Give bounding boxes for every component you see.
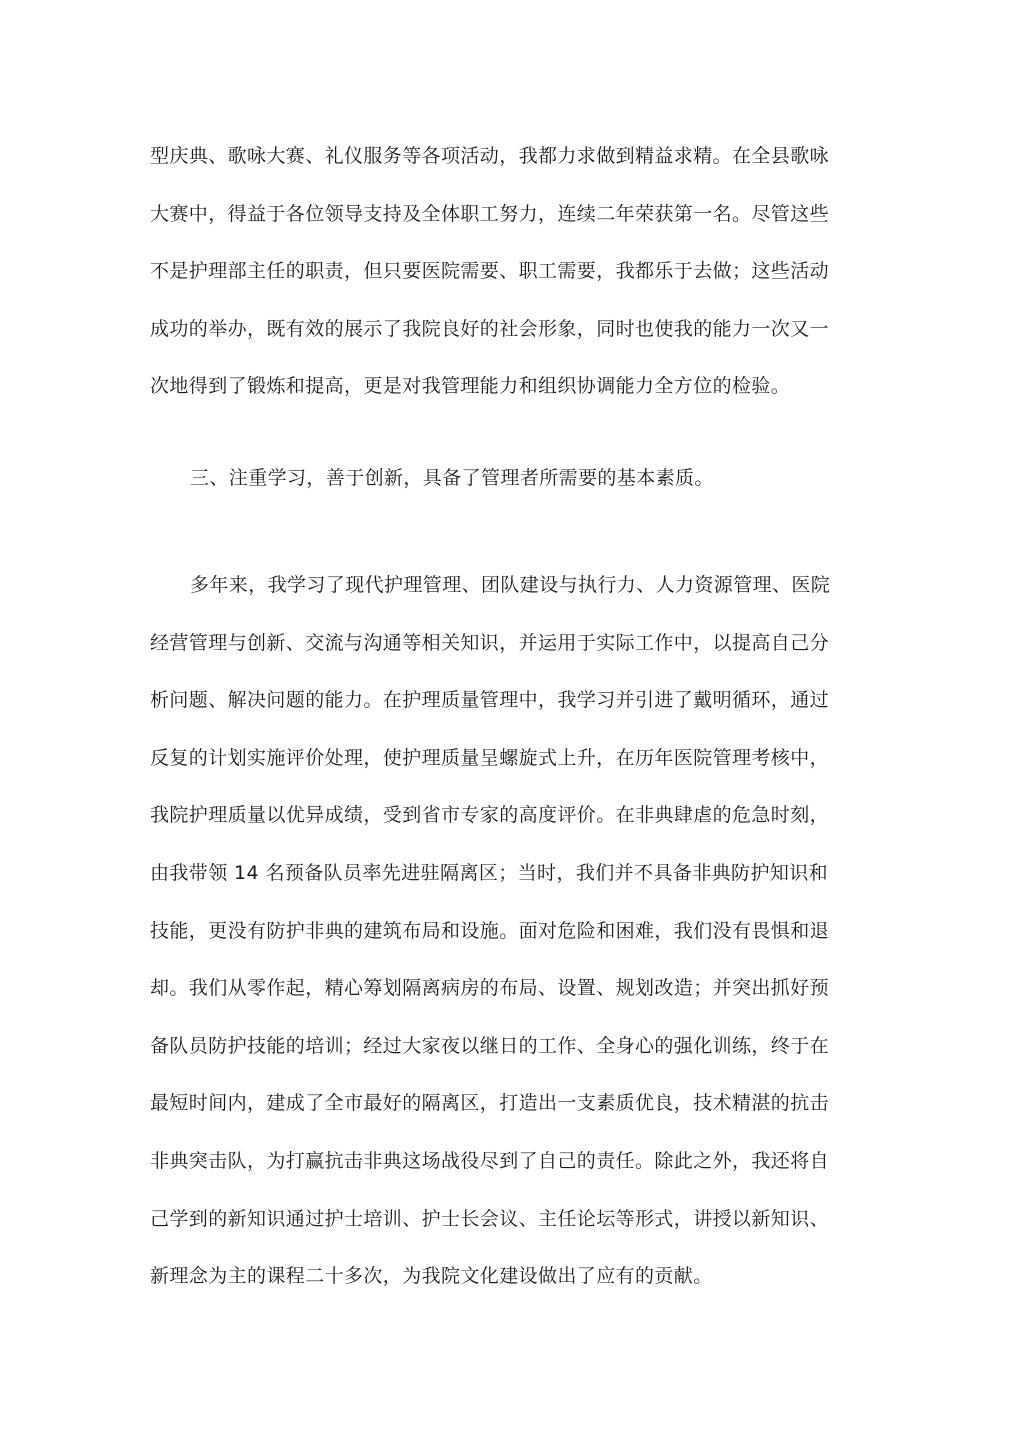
paragraph-line: 由我带领 14 名预备队员率先进驻隔离区；当时，我们并不具备非典防护知识和	[150, 861, 829, 884]
paragraph-line: 次地得到了锻炼和提高，更是对我管理能力和组织协调能力全方位的检验。	[150, 375, 791, 398]
paragraph-line: 己学到的新知识通过护士培训、护士长会议、主任论坛等形式，讲授以新知识、	[150, 1207, 830, 1230]
paragraph-line: 非典突击队，为打赢抗击非典这场战役尽到了自己的责任。除此之外，我还将自	[150, 1149, 830, 1172]
paragraph-line: 反复的计划实施评价处理，使护理质量呈螺旋式上升，在历年医院管理考核中，	[150, 746, 830, 769]
paragraph-line: 不是护理部主任的职责，但只要医院需要、职工需要，我都乐于去做；这些活动	[150, 260, 830, 283]
paragraph-line: 技能，更没有防护非典的建筑布局和设施。面对危险和困难，我们没有畏惧和退	[150, 919, 830, 942]
paragraph-line: 新理念为主的课程二十多次，为我院文化建设做出了应有的贡献。	[150, 1265, 713, 1288]
paragraph-activities	[150, 128, 840, 416]
paragraph-line: 最短时间内，建成了全市最好的隔离区，打造出一支素质优良，技术精湛的抗击	[150, 1092, 830, 1115]
paragraph-learning	[150, 557, 840, 1306]
paragraph-line: 多年来，我学习了现代护理管理、团队建设与执行力、人力资源管理、医院	[190, 574, 831, 596]
paragraph-line: 成功的举办，既有效的展示了我院良好的社会形象，同时也使我的能力一次又一	[150, 317, 830, 340]
paragraph-line: 型庆典、歌咏大赛、礼仪服务等各项活动，我都力求做到精益求精。在全县歌咏	[150, 145, 830, 167]
paragraph-line: 备队员防护技能的培训；经过大家夜以继日的工作、全身心的强化训练，终于在	[150, 1034, 830, 1057]
section-heading-block	[150, 450, 840, 508]
paragraph-line: 大赛中，得益于各位领导支持及全体职工努力，连续二年荣获第一名。尽管这些	[150, 202, 830, 225]
paragraph-line: 经营管理与创新、交流与沟通等相关知识，并运用于实际工作中，以提高自己分	[150, 631, 830, 654]
paragraph-line: 却。我们从零作起，精心筹划隔离病房的布局、设置、规划改造；并突出抓好预	[150, 977, 830, 1000]
paragraph-line: 析问题、解决问题的能力。在护理质量管理中，我学习并引进了戴明循环，通过	[150, 689, 830, 712]
paragraph-line: 我院护理质量以优异成绩，受到省市专家的高度评价。在非典肆虐的危急时刻，	[150, 804, 830, 827]
section-heading: 三、注重学习，善于创新，具备了管理者所需要的基本素质。	[190, 467, 714, 489]
